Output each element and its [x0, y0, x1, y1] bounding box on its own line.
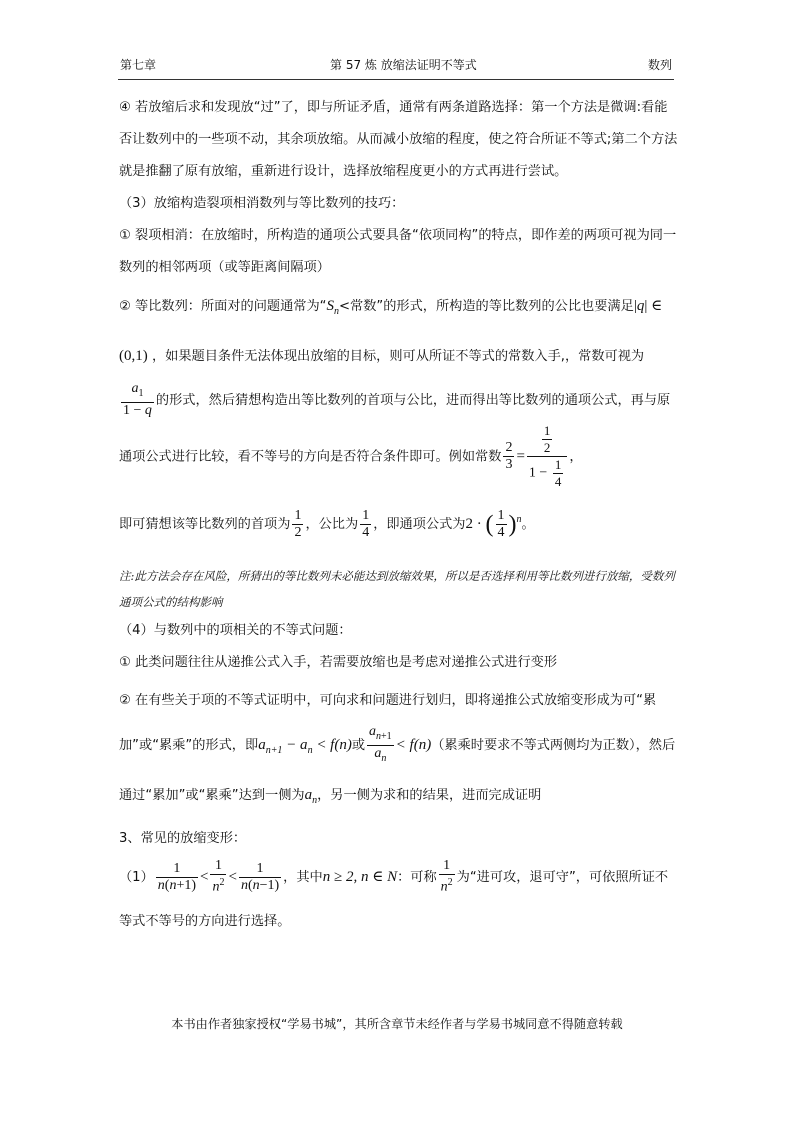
paragraph-geometric-guess: 即可猜想该等比数列的首项为 $\frac{1}{2}$ ，公比为 $\frac{1}{4}$ ，即通项公式为2 · ( $\frac{1}{4}$ )$^n$。	[119, 507, 535, 541]
header-lesson: 第 57 炼 放缩法证明不等式	[330, 58, 477, 72]
math-sn: $S_n$	[326, 298, 339, 317]
math-an: $a_n$	[304, 787, 318, 806]
math-frac-1-4: $\frac{1}{4}$	[362, 507, 370, 540]
math-frac-middle: $\frac{1}{n^2}$	[212, 858, 225, 895]
math-ratio: $\frac{a_{n+1}}{a_n}$	[369, 723, 392, 764]
paragraph-telescoping: ① 裂项相消：在放缩时，所构造的通项公式要具备“依项同构”的特点，即作差的两项可视为同一数列的相邻两项（或等距离间隔项）	[119, 228, 677, 275]
note-risk: 注:此方法会存在风险，所猜出的等比数列未必能达到放缩效果，所以是否选择利用等比数列进行放缩，受数列通项公式的结构影响	[119, 569, 675, 609]
paragraph-scaling-1: （1） $\frac{1}{n(n+1)}$ < $\frac{1}{n^2}$ < $\frac{1}{n(n-1)}$ ，其中n ≥ 2, n ∈ N：可称 $\frac{1}{n^2}$ 为“进可攻，退可守”，可依照所证不等式不等号的方向进行选择。	[119, 858, 669, 929]
section-4-heading: （4）与数列中的项相关的不等式问题：	[119, 623, 352, 638]
paragraph-recurrence: ① 此类问题往往从递推公式入手，若需要放缩也是考虑对递推公式进行变形	[119, 655, 558, 670]
math-q-range: |q| ∈ (0,1)	[119, 298, 663, 364]
header-chapter: 第七章	[120, 58, 157, 72]
paragraph-geometric: ② 等比数列：所面对的问题通常为“$S_n<$常数”的形式，所构造的等比数列的公比也要满足|q| ∈ (0,1) ，如果题目条件无法体现出放缩的目标，则可从所证不等式的常数入手,，常数可视为 $\frac{a_1}{1 - q}$ 的形式，然后猜想构造出等比数列的首项与公比，进而得出等比数列的通项公式，再与原通项公式进行比较，看不等号的方向是否符合条件即可。例如常数 $\frac{2}{3}$ = $\frac{1}{2}$ 1 − $\frac{1}{4}$ ，	[119, 298, 671, 489]
math-n-condition: n ≥ 2, n ∈ N	[322, 869, 398, 885]
math-diff-inequality: $a_{n+1} - a_n < f(n)$	[258, 737, 352, 756]
math-frac-1-n2: $\frac{1}{n^2}$	[440, 858, 453, 895]
math-frac-lower: $\frac{1}{n(n+1)}$	[157, 860, 196, 893]
math-frac-upper: $\frac{1}{n(n-1)}$	[240, 860, 280, 893]
header-subject: 数列	[647, 58, 672, 72]
footer-copyright: 本书由作者独家授权“学易书城”，其所含章节未经作者与学易书城同意不得随意转载	[171, 1017, 623, 1031]
math-frac-2-3: $\frac{2}{3}$	[505, 440, 513, 472]
math-general-term: 2 · ( $\frac{1}{4}$ )$^n$	[465, 508, 522, 541]
math-frac-compound: $\frac{1}{2}$ 1 − $\frac{1}{4}$	[527, 423, 567, 490]
section-3-heading: （3）放缩构造裂项相消数列与等比数列的技巧：	[119, 196, 405, 211]
paragraph-adjust: ④ 若放缩后求和发现放“过”了，即与所证矛盾，通常有两条道路选择：第一个方法是微调:看能否让数列中的一些项不动，其余项放缩。从而减小放缩的程度，使之符合所证不等式;第二个方法就是推翻了原有放缩，重新进行设计，选择放缩程度更小的方式再进行尝试。	[119, 100, 678, 179]
header-rule	[118, 79, 674, 80]
page-body	[119, 92, 679, 944]
section-3-common-heading: 3、常见的放缩变形：	[119, 831, 247, 846]
math-frac-1-2: $\frac{1}{2}$	[294, 507, 302, 540]
paragraph-accumulate: ② 在有些关于项的不等式证明中，可向求和问题进行划归，即将递推公式放缩变形成为可“累加”或“累乘”的形式，即$a_{n+1} - a_n < f(n)$或 $\frac{a_{n+1}}{a_n}$ < f(n)（累乘时要求不等式两侧均为正数），然后通过“累加”或“累乘”达到一侧为$a_n$，另一侧为求和的结果，进而完成证明	[119, 693, 676, 806]
math-frac-a1-1-q: $\frac{a_1}{1 - q}$	[123, 381, 152, 418]
